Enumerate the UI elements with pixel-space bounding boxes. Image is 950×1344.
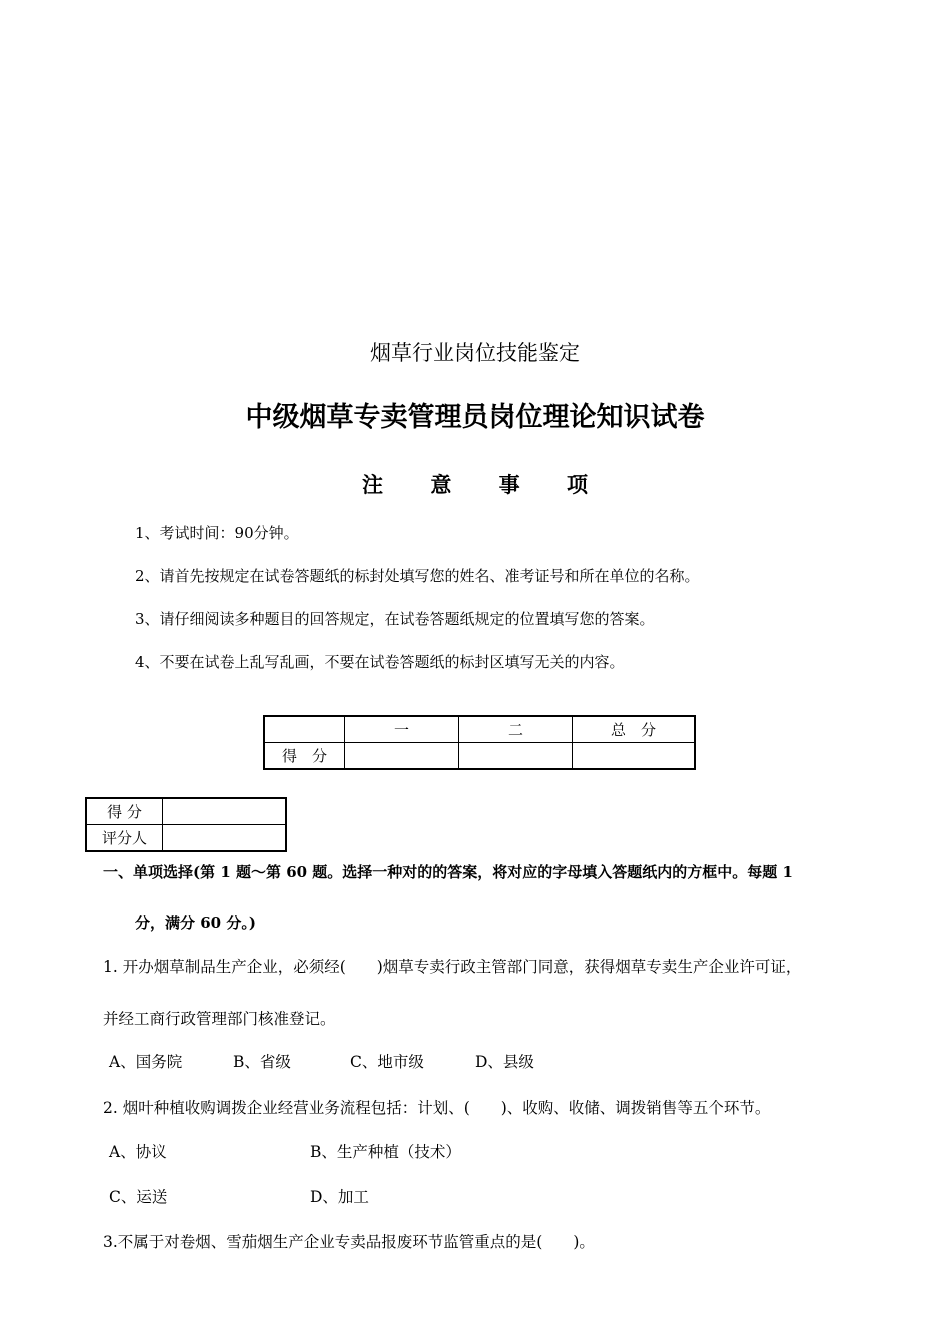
grader-score-cell[interactable] <box>163 798 287 825</box>
question-1-text-cont: 并经工商行政管理部门核准登记。 <box>103 1010 336 1028</box>
score-table-header: 一 <box>345 716 459 743</box>
question-1-option-d[interactable]: D、县级 <box>475 1053 534 1071</box>
question-2-option-d[interactable]: D、加工 <box>310 1188 369 1206</box>
grader-table <box>85 797 287 852</box>
question-1-option-b[interactable]: B、省级 <box>233 1053 291 1071</box>
exam-title: 中级烟草专卖管理员岗位理论知识试卷 <box>245 402 705 433</box>
score-cell[interactable] <box>459 743 573 770</box>
question-2-text: 2. 烟叶种植收购调拨企业经营业务流程包括：计划、( )、收购、收储、调拨销售等五个环节。 <box>103 1099 771 1117</box>
question-3-text: 3.不属于对卷烟、雪茄烟生产企业专卖品报废环节监管重点的是( )。 <box>103 1233 595 1251</box>
notice-item: 1、考试时间：90分钟。 <box>135 524 299 542</box>
notice-heading-char: 项 <box>566 473 588 497</box>
score-table-header: 二 <box>459 716 573 743</box>
score-cell[interactable] <box>345 743 459 770</box>
grader-name-label: 评分人 <box>86 825 163 852</box>
question-2-option-b[interactable]: B、生产种植（技术） <box>310 1143 461 1161</box>
question-1-option-a[interactable]: A、国务院 <box>109 1053 183 1071</box>
notice-heading-char: 注 <box>362 473 384 497</box>
exam-subtitle: 烟草行业岗位技能鉴定 <box>370 341 580 365</box>
score-table-header: 总 分 <box>573 716 696 743</box>
notice-item: 3、请仔细阅读多种题目的回答规定，在试卷答题纸规定的位置填写您的答案。 <box>135 610 655 628</box>
notice-heading-char: 事 <box>498 473 520 497</box>
notice-item: 2、请首先按规定在试卷答题纸的标封处填写您的姓名、准考证号和所在单位的名称。 <box>135 567 700 585</box>
notice-item: 4、不要在试卷上乱写乱画，不要在试卷答题纸的标封区填写无关的内容。 <box>135 653 625 671</box>
question-2-option-a[interactable]: A、协议 <box>109 1143 167 1161</box>
section-instruction: 一、单项选择(第 1 题～第 60 题。选择一种对的的答案，将对应的字母填入答题纸内的方框中。每题 1 <box>103 863 793 881</box>
notice-heading-char: 意 <box>430 473 452 497</box>
score-cell[interactable] <box>573 743 696 770</box>
section-instruction-cont: 分，满分 60 分。) <box>135 914 256 932</box>
question-2-option-c[interactable]: C、运送 <box>109 1188 168 1206</box>
score-summary-table <box>263 715 696 770</box>
question-1-text: 1. 开办烟草制品生产企业，必须经( )烟草专卖行政主管部门同意，获得烟草专卖生产企业许可证， <box>103 958 802 976</box>
grader-name-cell[interactable] <box>163 825 287 852</box>
question-1-option-c[interactable]: C、地市级 <box>350 1053 424 1071</box>
score-row-label: 得 分 <box>264 743 345 770</box>
grader-score-label: 得 分 <box>86 798 163 825</box>
notice-heading <box>0 469 950 499</box>
score-table-header <box>264 716 345 743</box>
